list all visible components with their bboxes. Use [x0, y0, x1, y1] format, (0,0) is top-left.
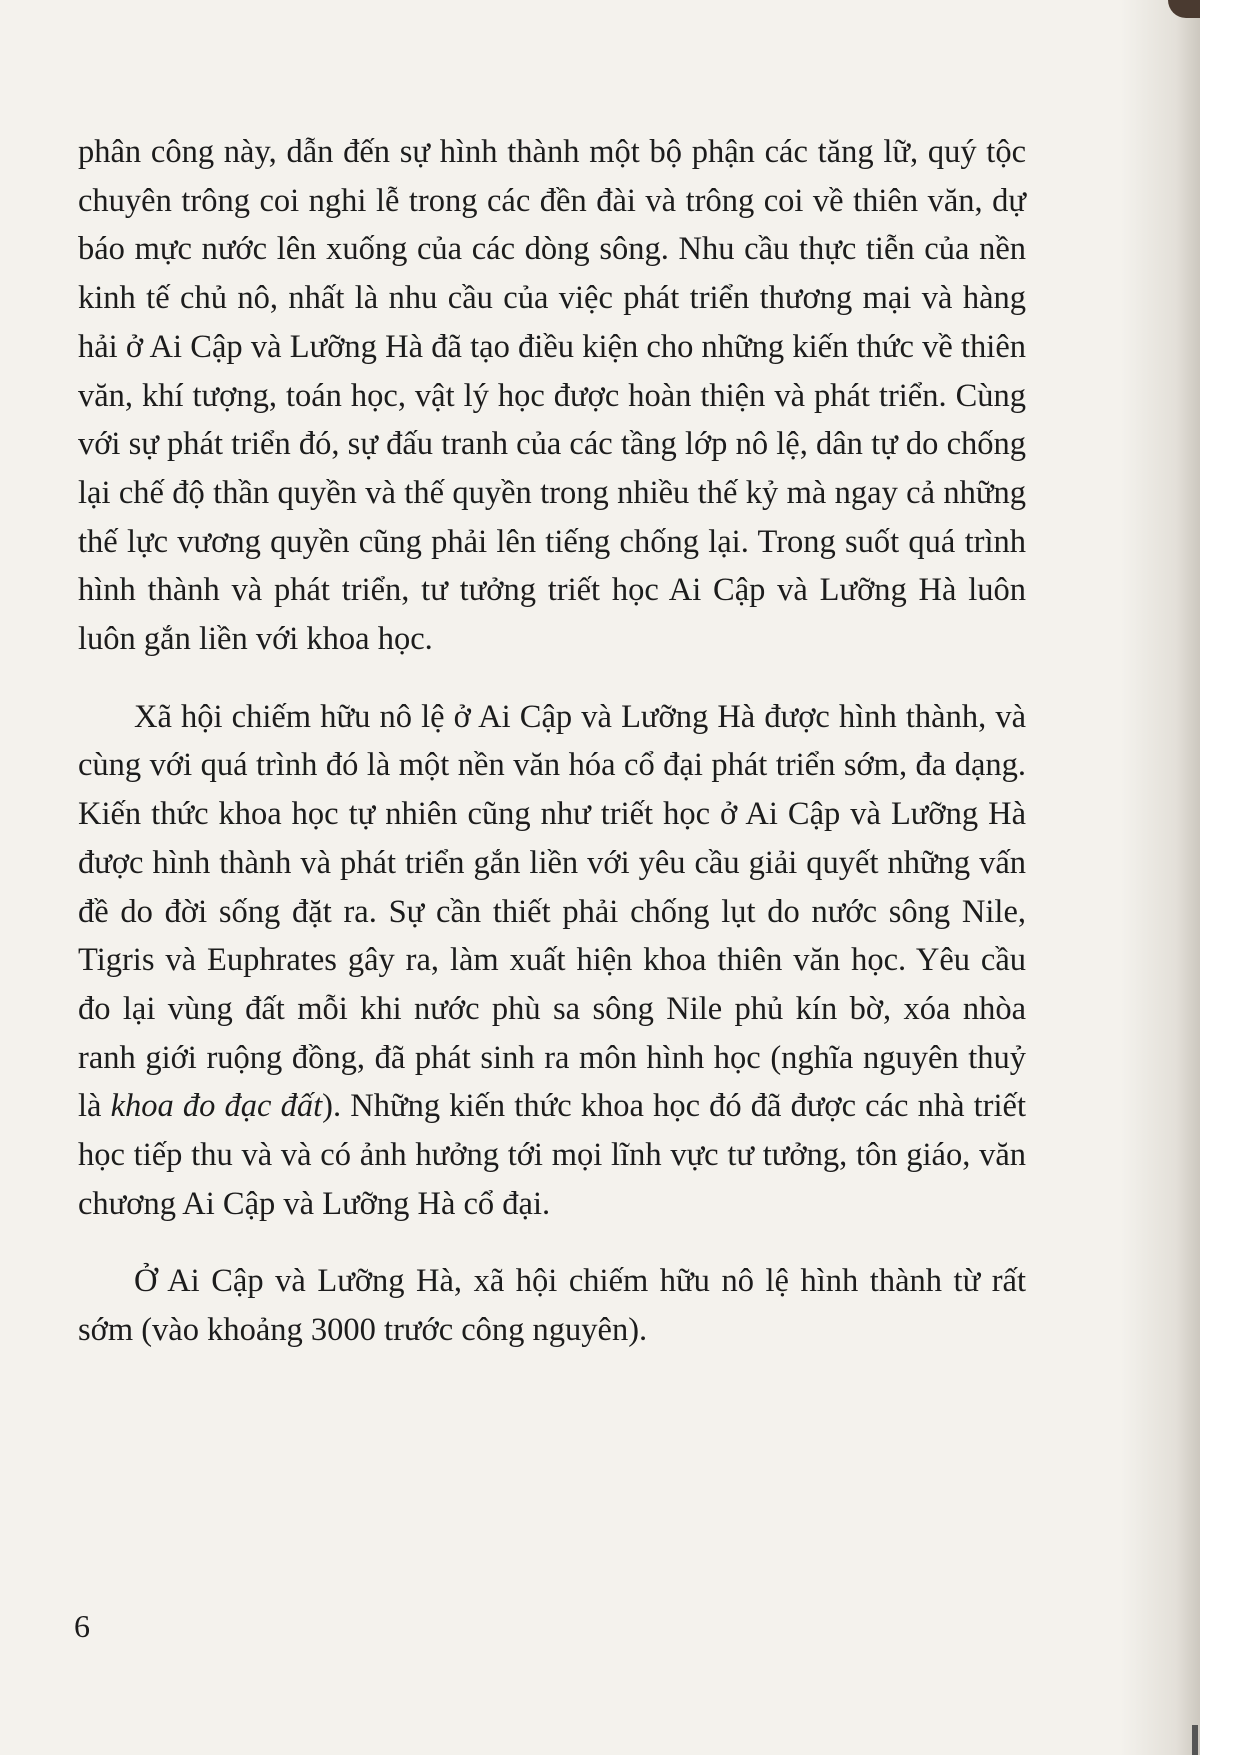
paragraph-2-text-end: ). Những kiến thức khoa học đó đã được các nhà triết học tiếp thu và và có ảnh hưởng tới mọi lĩnh vực tư tưởng, tôn giáo, văn chương Ai Cập và Lưỡng Hà cổ đại.: [78, 1088, 1026, 1222]
paragraph-1: phân công này, dẫn đến sự hình thành một bộ phận các tăng lữ, quý tộc chuyên trông coi nghi lễ trong các đền đài và trông coi về thiên văn, dự báo mực nước lên xuống của các dòng sông. Nhu cầu thực tiễn của nền kinh tế chủ nô, nhất là nhu cầu của việc phát triển thương mại và hàng hải ở Ai Cập và Lưỡng Hà đã tạo điều kiện cho những kiến thức về thiên văn, khí tượng, toán học, vật lý học được hoàn thiện và phát triển. Cùng với sự phát triển đó, sự đấu tranh của các tầng lớp nô lệ, dân tự do chống lại chế độ thần quyền và thế quyền trong nhiều thế kỷ mà ngay cả những thế lực vương quyền cũng phải lên tiếng chống lại. Trong suốt quá trình hình thành và phát triển, tư tưởng triết học Ai Cập và Lưỡng Hà luôn luôn gắn liền với khoa học.: [78, 134, 1026, 658]
page-number: 6: [74, 1608, 90, 1644]
paragraph-2: [78, 693, 1026, 1229]
body-text: [78, 128, 1026, 1355]
paragraph-2-text: Xã hội chiếm hữu nô lệ ở Ai Cập và Lưỡng Hà được hình thành, và cùng với quá trình đó là một nền văn hóa cổ đại phát triển sớm, đa dạng. Kiến thức khoa học tự nhiên cũng như triết học ở Ai Cập và Lưỡng Hà được hình thành và phát triển gắn liền với yêu cầu giải quyết những vấn đề do đời sống đặt ra. Sự cần thiết phải chống lụt do nước sông Nile, Tigris và Euphrates gây ra, làm xuất hiện khoa thiên văn học. Yêu cầu đo lại vùng đất mỗi khi nước phù sa sông Nile phủ kín bờ, xóa nhòa ranh giới ruộng đồng, đã phát sinh ra môn hình học (nghĩa nguyên thuỷ là: [78, 698, 1026, 1125]
italic-term: khoa đo đạc đất: [110, 1088, 323, 1125]
page-edge-shadow: [1120, 0, 1200, 1755]
binding-mark: [1192, 1725, 1198, 1755]
paragraph-3: Ở Ai Cập và Lưỡng Hà, xã hội chiếm hữu nô lệ hình thành từ rất sớm (vào khoảng 3000 trước công nguyên).: [78, 1263, 1026, 1349]
